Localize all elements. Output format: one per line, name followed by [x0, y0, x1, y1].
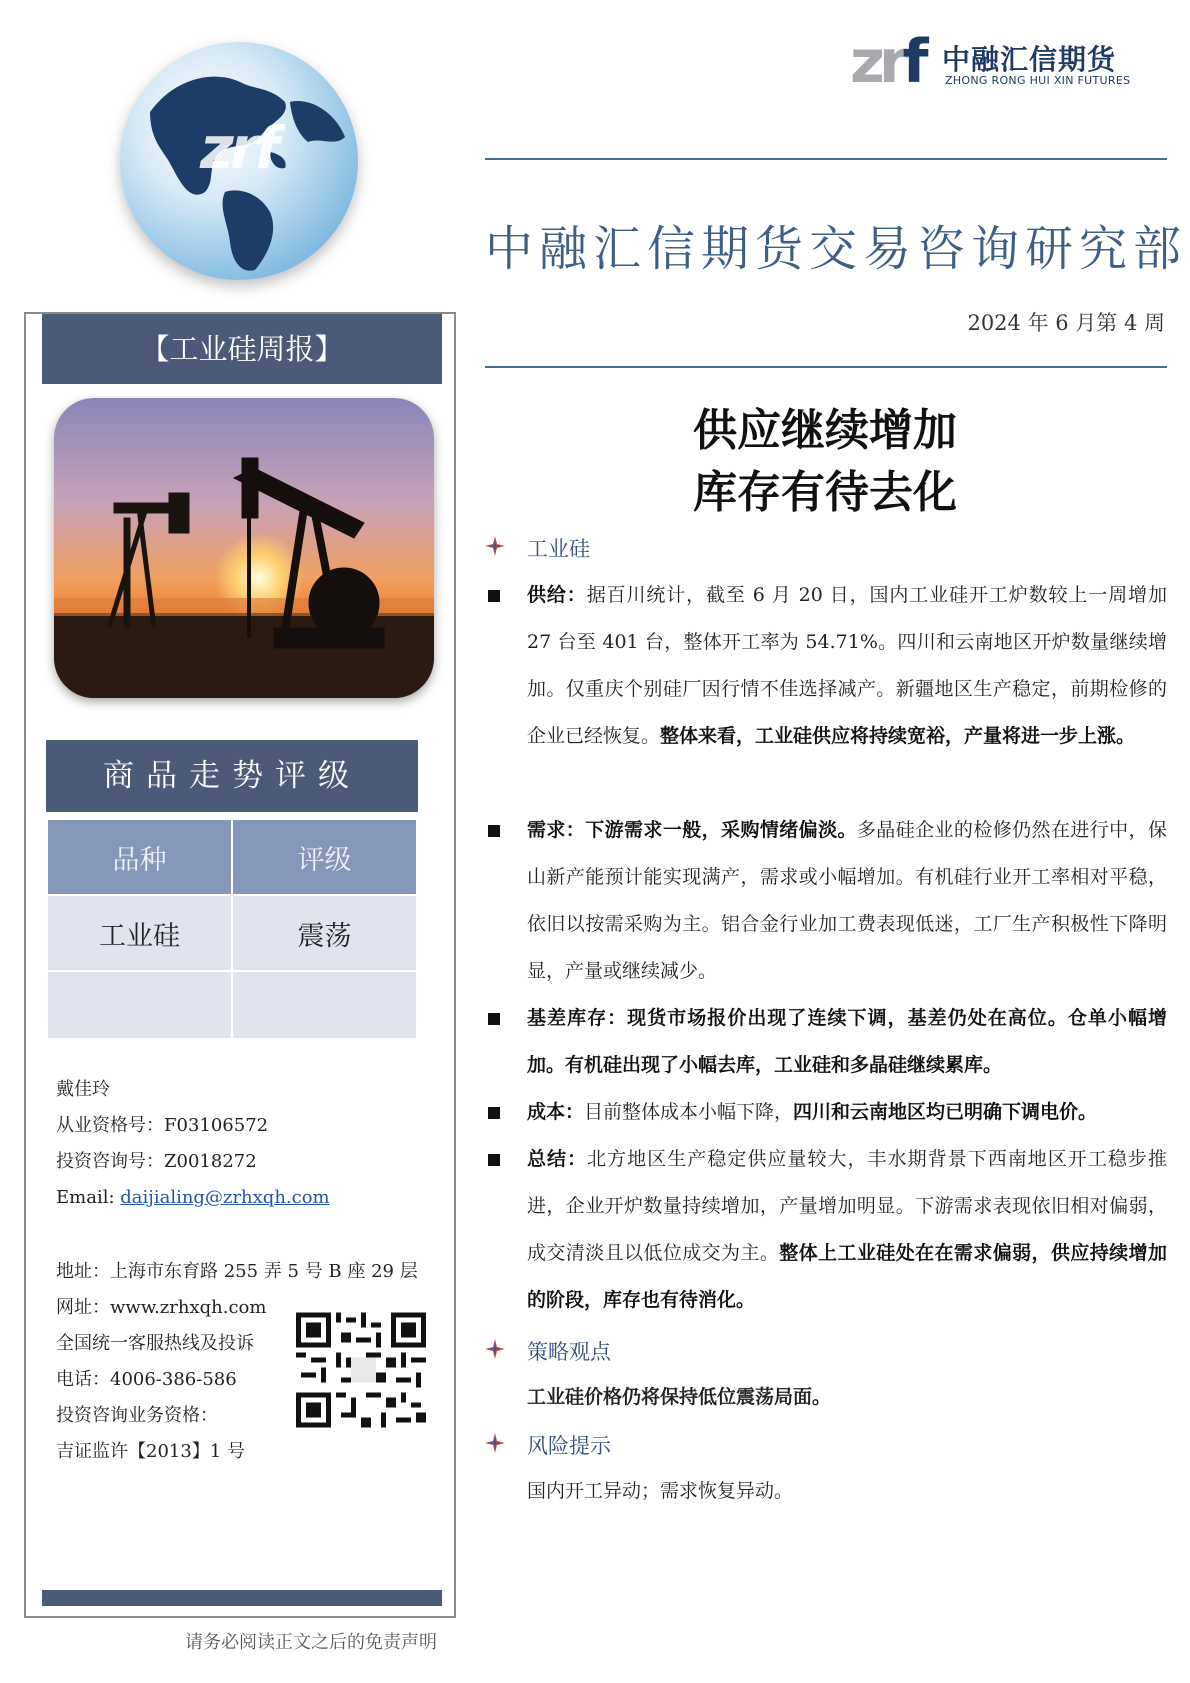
bullet-square — [488, 1154, 500, 1166]
globe-logo-image — [120, 42, 358, 280]
cost-conclusion: 四川和云南地区均已明确下调电价。 — [793, 1101, 1098, 1123]
hotline-phone: 电话：4006-386-586 — [56, 1369, 237, 1390]
company-website: 网址：www.zrhxqh.com — [56, 1297, 267, 1318]
header-divider-bottom — [485, 366, 1167, 368]
demand-conclusion: 下游需求一般，采购情绪偏淡。 — [585, 819, 857, 841]
section-title-industrial-silicon: 工业硅 — [527, 537, 590, 561]
sidebar-footer-bar — [42, 1590, 442, 1606]
section-bullet-icon — [485, 1339, 505, 1363]
email-link[interactable]: daijialing@zrhxqh.com — [120, 1187, 330, 1208]
bullet-square — [488, 1107, 500, 1119]
report-type-label: 【工业硅周报】 — [42, 314, 442, 384]
bullet-square — [488, 825, 500, 837]
summary-text: 北方地区生产稳定供应量较大，丰水期背景下西南地区开工稳步推进，企业开炉数量持续增加，产量增加明显。下游需求表现依旧相对偏弱，成交清淡且以低位成交为主。 — [527, 1148, 1167, 1264]
supply-conclusion: 整体来看，工业硅供应将持续宽裕，产量将进一步上涨。 — [660, 725, 1136, 747]
report-headline — [600, 400, 1050, 524]
hotline-label: 全国统一客服热线及投诉 — [56, 1333, 254, 1354]
rating-cell-empty — [48, 970, 231, 1038]
qualification-label: 投资咨询业务资格： — [56, 1405, 218, 1426]
supply-text: 据百川统计，截至 6 月 20 日，国内工业硅开工炉数较上一周增加 27 台至 401 台，整体开工率为 54.71%。四川和云南地区开炉数量继续增加。仅重庆个别硅厂因行情不佳选择减产。新疆地区生产稳定，前期检修的企业已经恢复。 — [527, 584, 1167, 747]
bullet-square — [488, 1013, 500, 1025]
disclaimer-notice: 请务必阅读正文之后的免责声明 — [185, 1632, 437, 1653]
demand-label: 需求： — [527, 819, 586, 841]
demand-paragraph — [527, 807, 1167, 995]
risk-text: 国内开工异动；需求恢复异动。 — [527, 1480, 794, 1502]
brand-name-en: ZHONG RONG HUI XIN FUTURES — [945, 74, 1131, 87]
rating-header-rating: 评级 — [233, 820, 416, 894]
rating-cell-empty — [233, 970, 416, 1038]
section-title-strategy: 策略观点 — [527, 1340, 611, 1364]
rating-cell-variety: 工业硅 — [48, 894, 231, 970]
globe-zrf-mark: zrf — [200, 114, 276, 182]
issue-date: 2024 年 6 月第 4 周 — [967, 311, 1165, 335]
rating-table-header-row — [48, 820, 416, 894]
department-title: 中融汇信期货交易咨询研究部 — [485, 221, 1188, 277]
qr-code — [296, 1312, 426, 1428]
basis-inventory-paragraph — [527, 995, 1167, 1089]
table-row — [48, 970, 416, 1038]
headline-line-1: 供应继续增加 — [693, 405, 957, 456]
rating-cell-rating: 震荡 — [233, 894, 416, 970]
rating-header-variety: 品种 — [48, 820, 231, 894]
summary-label: 总结： — [527, 1148, 588, 1170]
cost-text: 目前整体成本小幅下降， — [584, 1101, 794, 1123]
basis-text: 现货市场报价出现了连续下调，基差仍处在高位。仓单小幅增加。有机硅出现了小幅去库，工业硅和多晶硅继续累库。 — [527, 1007, 1167, 1076]
summary-paragraph — [527, 1136, 1167, 1324]
sidebar-panel — [24, 312, 456, 1618]
demand-text: 多晶硅企业的检修仍然在进行中，保山新产能预计能实现满产，需求或小幅增加。有机硅行业开工率相对平稳，依旧以按需采购为主。铝合金行业加工费表现低迷，工厂生产积极性下降明显，产量或继续减少。 — [527, 819, 1167, 982]
cost-label: 成本： — [527, 1101, 585, 1123]
qualification-number: 吉证监许【2013】1 号 — [56, 1441, 245, 1462]
summary-conclusion: 整体上工业硅处在在需求偏弱，供应持续增加的阶段，库存也有待消化。 — [527, 1242, 1167, 1311]
rating-table — [46, 820, 418, 1038]
section-title-risk: 风险提示 — [527, 1434, 611, 1458]
strategy-text: 工业硅价格仍将保持低位震荡局面。 — [527, 1386, 832, 1408]
basis-label: 基差库存： — [527, 1007, 628, 1029]
author-license: 从业资格号：F03106572 — [56, 1115, 269, 1136]
brand-name-cn: 中融汇信期货 — [942, 43, 1117, 76]
section-bullet-icon — [485, 536, 505, 560]
brand-mark: zrf — [850, 27, 923, 97]
supply-label: 供给： — [527, 584, 587, 606]
supply-paragraph — [527, 572, 1167, 760]
cost-paragraph — [527, 1089, 1177, 1136]
author-consult-no: 投资咨询号：Z0018272 — [56, 1151, 257, 1172]
email-label: Email: — [56, 1187, 121, 1208]
brand-logo — [850, 28, 1170, 98]
oil-pump-sunset-photo — [54, 398, 434, 698]
headline-line-2: 库存有待去化 — [693, 467, 957, 518]
company-address: 地址：上海市东育路 255 弄 5 号 B 座 29 层 — [56, 1261, 418, 1282]
table-row — [48, 894, 416, 970]
author-email-line — [56, 1180, 330, 1216]
header-divider-top — [485, 158, 1167, 160]
bullet-square — [488, 590, 500, 602]
section-bullet-icon — [485, 1433, 505, 1457]
rating-section-title: 商品走势评级 — [46, 740, 418, 812]
author-name: 戴佳玲 — [56, 1079, 110, 1100]
author-info — [56, 1072, 330, 1216]
